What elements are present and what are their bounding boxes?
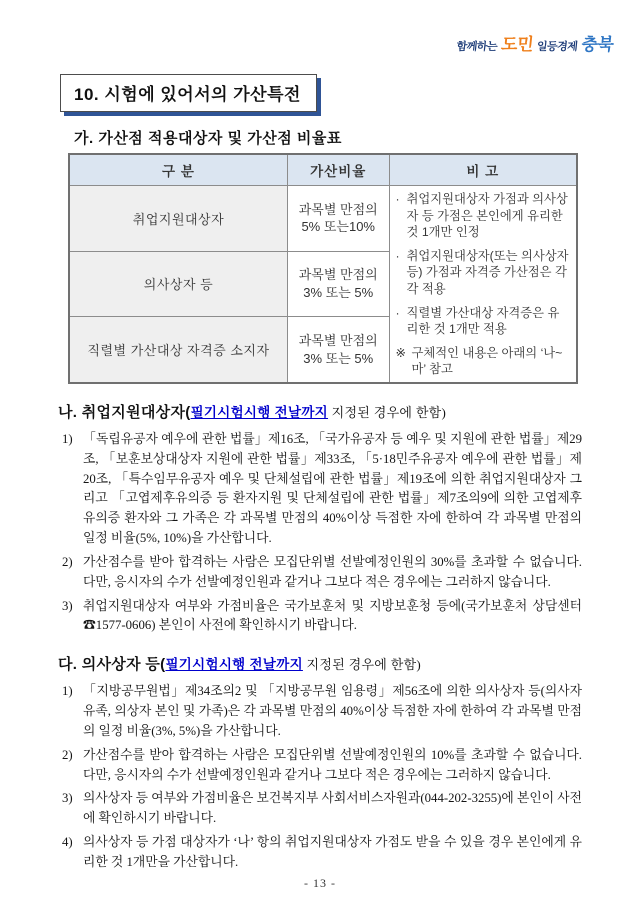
section-na-heading: 나. 취업지원대상자(필기시험시행 전날까지 지정된 경우에 한함) [58, 403, 447, 421]
table-header-row [69, 154, 577, 186]
remarks-cell [389, 186, 577, 383]
remark-item: · 직렬별 가산대상 자격증은 유리한 것 1개만 적용 [395, 305, 560, 337]
category-cell-employment-support: 취업지원대상자 [69, 186, 287, 252]
list-item: 2) 가산점수를 받아 합격하는 사람은 모집단위별 선발예정인원의 30%를 초과할 수 없습니다. 다만, 응시자의 수가 선발예정인원과 같거나 그보다 적은 경우에는 그러하지 않습니다. [62, 554, 582, 589]
deadline-highlight: 필기시험시행 전날까지 [165, 657, 303, 673]
logo-text-slogan1: 함께하는 [456, 41, 499, 53]
list-item: 2) 가산점수를 받아 합격하는 사람은 모집단위별 선발예정인원의 10%를 초과할 수 없습니다. 다만, 응시자의 수가 선발예정인원과 같거나 그보다 적은 경우에는 그러하지 않습니다. [62, 747, 582, 782]
list-item: 1) 「독립유공자 예우에 관한 법률」제16조, 「국가유공자 등 예우 및 지원에 관한 법률」제29조, 「보훈보상대상자 지원에 관한 법률」제33조, 「5·18민주유공자 예우에 관한 법률」제20조, 「특수임무유공자 예우 및 단체설립에 관한 법률」제19조에 의한 취업지원대상자 그리고 「고엽제후유의증 등 환자지원 및 단체설립에 관한 법률」제7조의9에 의한 고엽제후유의증 환자와 그 가족은 각 과목별 만점의 40%이상 득점한 자에 한하여 각 과목별 만점의 일정 비율(5%, 10%)을 가산합니다. [62, 431, 582, 546]
remark-item: · 취업지원대상자 가점과 의사상자 등 가점은 본인에게 유리한 것 1개만 인정 [395, 192, 568, 240]
rate-cell: 과목별 만점의 5% 또는10% [287, 186, 389, 252]
list-item: 1) 「지방공무원법」제34조의2 및 「지방공무원 임용령」제56조에 의한 의사상자 등(의사자 유족, 의상자 본인 및 가족)은 각 과목별 만점의 40%이상 득점한 자에 한하여 각 과목별 만점의 일정 비율(3%, 5%)을 가산합니다. [62, 684, 582, 738]
bullet-icon: · [395, 305, 400, 320]
bonus-rate-table [68, 153, 578, 384]
column-header-rate: 가산비율 [287, 154, 389, 186]
logo-text-domin: 도민 [500, 35, 535, 54]
list-item: 3) 취업지원대상자 여부와 가점비율은 국가보훈처 및 지방보훈청 등에(국가보훈처 상담센터 ☎1577-0606) 본인이 사전에 확인하시기 바랍니다. [62, 598, 582, 633]
section-na-items [58, 430, 582, 636]
remark-item: · 취업지원대상자(또는 의사상자 등) 가점과 자격증 가산점은 각각 적용 [395, 248, 569, 296]
page-title [60, 74, 317, 112]
bullet-icon: · [395, 192, 400, 206]
remark-footer: ※ 구체적인 내용은 아래의 ‘나~마’ 참고 [395, 345, 563, 377]
list-item: 3) 의사상자 등 여부와 가점비율은 보건복지부 사회서비스자원과(044-202-3255)에 본인이 사전에 확인하시기 바랍니다. [62, 791, 583, 826]
table-row [69, 186, 577, 252]
logo-text-chungbuk: 충북 [580, 35, 615, 54]
logo-text-slogan2: 일등경제 [536, 41, 579, 53]
section-da-items [58, 682, 582, 872]
category-cell-altruistic: 의사상자 등 [69, 251, 287, 317]
category-cell-certificate: 직렬별 가산대상 자격증 소지자 [69, 317, 287, 383]
column-header-category: 구 분 [69, 154, 287, 186]
section-da-heading: 다. 의사상자 등(필기시험시행 전날까지 지정된 경우에 한함) [58, 656, 422, 674]
list-item: 4) 의사상자 등 가점 대상자가 ‘나’ 항의 취업지원대상자 가점도 받을 수 있을 경우 본인에게 유리한 것 1개만을 가산합니다. [62, 835, 582, 869]
rate-cell: 과목별 만점의 3% 또는 5% [287, 251, 389, 317]
chungbuk-province-logo [456, 30, 615, 55]
column-header-remarks: 비 고 [389, 154, 577, 186]
rate-cell: 과목별 만점의 3% 또는 5% [287, 317, 389, 383]
section-ga-heading: 가. 가산점 적용대상자 및 가산점 비율표 [74, 130, 342, 147]
reference-mark-icon: ※ [395, 345, 406, 360]
page-title-text: 10. 시험에 있어서의 가산특전 [74, 85, 301, 104]
deadline-highlight: 필기시험시행 전날까지 [190, 404, 329, 420]
page-number: - 13 - [304, 876, 336, 890]
bullet-icon: · [395, 248, 400, 263]
